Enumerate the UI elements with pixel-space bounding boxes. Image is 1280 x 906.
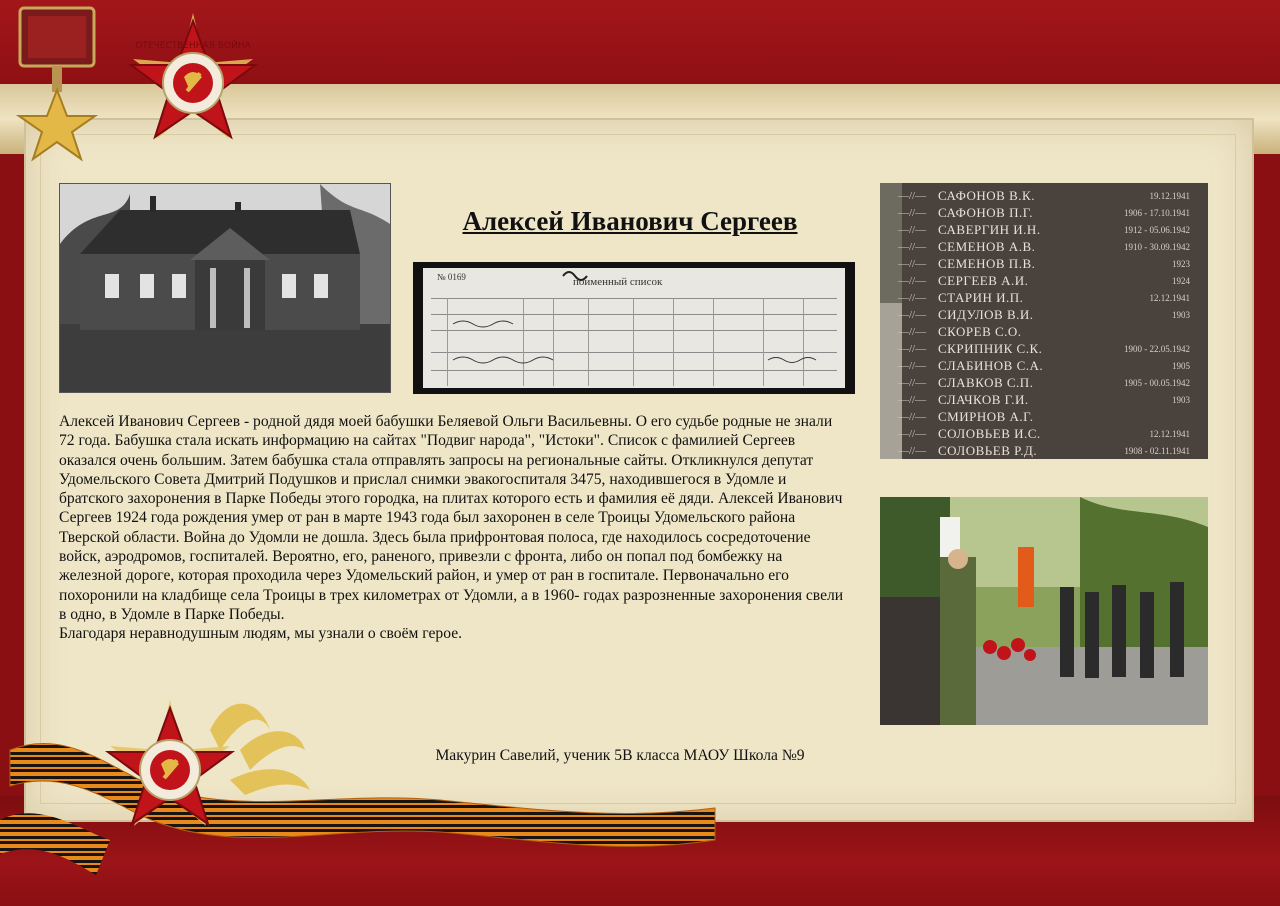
plaque-name-row bbox=[898, 221, 1198, 238]
plaque-name: САФОНОВ П.Г. bbox=[938, 204, 1034, 220]
plaque-name: СЕРГЕЕВ А.И. bbox=[938, 272, 1029, 288]
plaque-dash: —//— bbox=[898, 427, 927, 440]
plaque-years: 1905 - 00.05.1942 bbox=[1124, 377, 1190, 388]
plaque-name: СМИРНОВ А.Г. bbox=[938, 408, 1034, 424]
plaque-dash: —//— bbox=[898, 359, 927, 372]
plaque-dash: —//— bbox=[898, 291, 927, 304]
st-george-ribbon-icon bbox=[0, 690, 730, 905]
plaque-dash: —//— bbox=[898, 393, 927, 406]
hospital-building-photo bbox=[59, 183, 391, 393]
plaque-name: СТАРИН И.П. bbox=[938, 289, 1024, 305]
plaque-years: 19.12.1941 bbox=[1149, 190, 1190, 201]
plaque-years: 1910 - 30.09.1942 bbox=[1124, 241, 1190, 252]
plaque-dash: —//— bbox=[898, 223, 927, 236]
emblem-label: ОТЕЧЕСТВЕННАЯ ВОЙНА bbox=[135, 41, 251, 51]
plaque-name-row bbox=[898, 340, 1198, 357]
plaque-name-row bbox=[898, 442, 1198, 459]
memorial-names-plaque-photo bbox=[880, 183, 1208, 459]
plaque-years: 1906 - 17.10.1941 bbox=[1124, 207, 1190, 218]
plaque-years: 1905 bbox=[1172, 360, 1190, 371]
plaque-dash: —//— bbox=[898, 444, 927, 457]
plaque-name-row bbox=[898, 323, 1198, 340]
plaque-name: СЕМЕНОВ П.В. bbox=[938, 255, 1036, 271]
plaque-name-row bbox=[898, 289, 1198, 306]
plaque-years: 12.12.1941 bbox=[1149, 428, 1190, 439]
plaque-years: 1903 bbox=[1172, 309, 1190, 320]
plaque-years: 12.12.1941 bbox=[1149, 292, 1190, 303]
plaque-name-row bbox=[898, 187, 1198, 204]
plaque-years: 1924 bbox=[1172, 275, 1190, 286]
plaque-name: СЕМЕНОВ А.В. bbox=[938, 238, 1036, 254]
plaque-years: 1912 - 05.06.1942 bbox=[1124, 224, 1190, 235]
plaque-name-row bbox=[898, 391, 1198, 408]
plaque-dash: —//— bbox=[898, 308, 927, 321]
plaque-dash: —//— bbox=[898, 274, 927, 287]
plaque-name: СКРИПНИК С.К. bbox=[938, 340, 1043, 356]
plaque-name: СОЛОВЬЕВ И.С. bbox=[938, 425, 1041, 441]
plaque-dash: —//— bbox=[898, 376, 927, 389]
plaque-name-row bbox=[898, 238, 1198, 255]
document-heading: поименный список bbox=[573, 276, 663, 288]
biography-paragraph: Алексей Иванович Сергеев - родной дядя моей бабушки Беляевой Ольги Васильевны. О его судьбе родные не знали 72 года. Бабушка стала искать информацию на сайтах "Подвиг народа", "Истоки". Список с фамилией Сергеев оказался очень большим. Затем бабушка стала отправлять запросы на региональные сайты. Откликнулся депутат Удомельского Совета Дмитрий Подушков и прислал снимки эвакогоспиталя 3475, находившегося в Удомле и братского захоронения в Парке Победы этого городка, на плитах которого есть и фамилия её дяди. Алексей Иванович Сергеев 1924 года рождения умер от ран в марте 1943 года был захоронен в селе Троицы Удомельского района Тверской области. Война до Удомли не дошла. Здесь была прифронтовая полоса, где находилось сосредоточение войск, аэродромов, госпиталей. Вероятно, его, раненого, привезли с фронта, либо он попал под бомбежку на железной дороге, которая проходила через Удомельский район, и умер от ран в госпитале. Первоначально его похоронили на кладбище села Троицы в трех километрах от Удомли, а в 1960- годах разрозненные захоронения свели в одно, в Удомле в Парке Победы. bbox=[59, 413, 844, 623]
plaque-name: САВЕРГИН И.Н. bbox=[938, 221, 1041, 237]
plaque-dash: —//— bbox=[898, 410, 927, 423]
document-sheet bbox=[423, 268, 845, 388]
plaque-years: 1923 bbox=[1172, 258, 1190, 269]
plaque-name-row bbox=[898, 272, 1198, 289]
plaque-name-row bbox=[898, 425, 1198, 442]
victory-park-ceremony-photo bbox=[880, 497, 1208, 725]
plaque-dash: —//— bbox=[898, 189, 927, 202]
plaque-dash: —//— bbox=[898, 342, 927, 355]
page-title: Алексей Иванович Сергеев bbox=[462, 206, 798, 236]
plaque-name-row bbox=[898, 255, 1198, 272]
plaque-name-row bbox=[898, 408, 1198, 425]
plaque-name: СКОРЕВ С.О. bbox=[938, 323, 1022, 339]
biography-text bbox=[59, 412, 849, 644]
author-signature: Макурин Савелий, ученик 5В класса МАОУ Школа №9 bbox=[435, 747, 805, 764]
document-number: № 0169 bbox=[437, 272, 466, 282]
plaque-dash: —//— bbox=[898, 240, 927, 253]
plaque-name: СЛАВКОВ С.П. bbox=[938, 374, 1034, 390]
plaque-years: 1903 bbox=[1172, 394, 1190, 405]
order-patriotic-war-icon bbox=[118, 8, 268, 158]
plaque-name: СЛАБИНОВ С.А. bbox=[938, 357, 1044, 373]
plaque-dash: —//— bbox=[898, 325, 927, 338]
plaque-name-row bbox=[898, 204, 1198, 221]
plaque-name-row bbox=[898, 306, 1198, 323]
plaque-name: СЛАЧКОВ Г.И. bbox=[938, 391, 1029, 407]
plaque-dash: —//— bbox=[898, 206, 927, 219]
plaque-name: САФОНОВ В.К. bbox=[938, 187, 1035, 203]
plaque-name-row bbox=[898, 357, 1198, 374]
plaque-years: 1908 - 02.11.1941 bbox=[1124, 445, 1190, 456]
gold-star-medal-icon bbox=[12, 4, 102, 164]
names-list bbox=[898, 187, 1198, 459]
document-scan-photo bbox=[413, 262, 855, 394]
closing-paragraph: Благодаря неравнодушным людям, мы узнали о своём герое. bbox=[59, 625, 463, 643]
plaque-dash: —//— bbox=[898, 257, 927, 270]
plaque-years: 1900 - 22.05.1942 bbox=[1124, 343, 1190, 354]
plaque-name: СОЛОВЬЕВ Р.Д. bbox=[938, 442, 1038, 458]
plaque-name: СИДУЛОВ В.И. bbox=[938, 306, 1034, 322]
plaque-name-row bbox=[898, 374, 1198, 391]
